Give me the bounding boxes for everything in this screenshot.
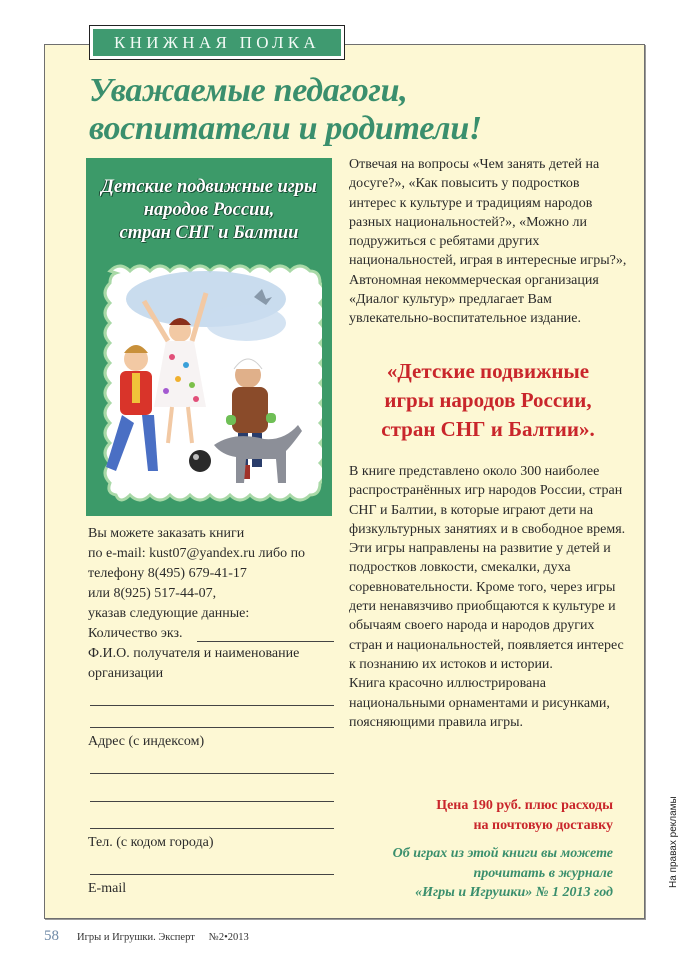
order-email-line: по e-mail: kust07@yandex.ru либо по: [88, 546, 306, 561]
section-tag: [89, 25, 345, 60]
price-line: Цена 190 руб. плюс расходы: [436, 798, 613, 813]
recipient-label: Ф.И.О. получателя и наименование: [88, 646, 300, 661]
description-paragraph: Книга красочно иллюстрирована национальными орнаментами и рисунками, поясняющими правила игры.: [349, 676, 610, 730]
recipient-blank: [90, 706, 334, 728]
description-paragraph: В книге представлено около 300 наиболее распространённых игр народов России, стран СНГ и Балтии, в которые играют дети на физкультурных занятиях и в свободное время.: [349, 464, 626, 537]
description-paragraph: Эти игры направлены на развитие у детей и подростков ловкости, смекалки, духа соревновательности. Кроме того, через игры дети ненавязчиво приобщаются к культуре и обычаям своего народа и народов других стран и национальностей, появляется интерес к познанию их истоков и истории.: [349, 541, 624, 672]
price-note: [436, 796, 613, 835]
book-title-line: «Детские подвижные: [386, 359, 590, 383]
address-blank: [90, 774, 334, 802]
journal-reference-line: Об играх из этой книги вы можете: [392, 846, 613, 861]
intro-paragraph: Отвечая на вопросы «Чем занять детей на досуге?», «Как повысить у подростков интерес к культуре и традициям народов разных национальностей?», «Можно ли подружиться с ребятами других национальностей, играя в интересные игры?», Автономная некоммерческая организация «Диалог культур» предлагает Вам увлекательно-воспитательное издание.: [349, 157, 627, 327]
phone-blank: [90, 853, 334, 875]
address-blank: [90, 802, 334, 829]
cover-title: [86, 176, 332, 245]
headline-line-1: Уважаемые педагоги,: [89, 72, 408, 109]
journal-name: Игры и Игрушки. Эксперт: [77, 932, 195, 943]
cover-illustration: [96, 261, 322, 509]
book-description: [349, 462, 627, 732]
headline-line-2: воспитатели и родители!: [89, 110, 482, 147]
order-phone-line: или 8(925) 517-44-07,: [88, 586, 217, 601]
cover-title-line: народов России,: [143, 200, 275, 220]
book-title-line: игры народов России,: [384, 388, 592, 412]
quantity-label: Количество экз.: [88, 626, 183, 641]
book-title-callout: [349, 357, 627, 444]
book-title-line: стран СНГ и Балтии».: [381, 417, 595, 441]
cover-title-line: стран СНГ и Балтии: [119, 223, 299, 243]
address-label: Адрес (с индексом): [88, 734, 205, 749]
issue-number: №2•2013: [208, 932, 249, 943]
page-footer: [44, 928, 249, 944]
address-blank: [90, 752, 334, 774]
recipient-label: организации: [88, 666, 164, 681]
phone-label: Тел. (с кодом города): [88, 835, 214, 850]
order-instruction: Вы можете заказать книги: [88, 526, 245, 541]
order-phone-line: телефону 8(495) 679-41-17: [88, 566, 247, 581]
page-headline: [89, 72, 609, 148]
quantity-field: [88, 624, 334, 644]
cover-title-line: Детские подвижные игры: [101, 177, 317, 197]
book-cover-image: [86, 158, 332, 516]
journal-reference: [393, 844, 613, 903]
advertising-notice: На правах рекламы: [668, 796, 679, 888]
journal-reference-line: прочитать в журнале: [473, 865, 613, 881]
quantity-blank: [197, 628, 334, 642]
journal-reference-line: «Игры и Игрушки» № 1 2013 год: [415, 885, 613, 900]
recipient-blank: [90, 684, 334, 706]
order-form: [88, 524, 334, 899]
section-tag-label: КНИЖНАЯ ПОЛКА: [93, 29, 341, 56]
price-line: на почтовую доставку: [473, 817, 613, 833]
order-instruction: указав следующие данные:: [88, 606, 250, 621]
page-number: 58: [44, 928, 59, 944]
email-label: E-mail: [88, 881, 127, 896]
